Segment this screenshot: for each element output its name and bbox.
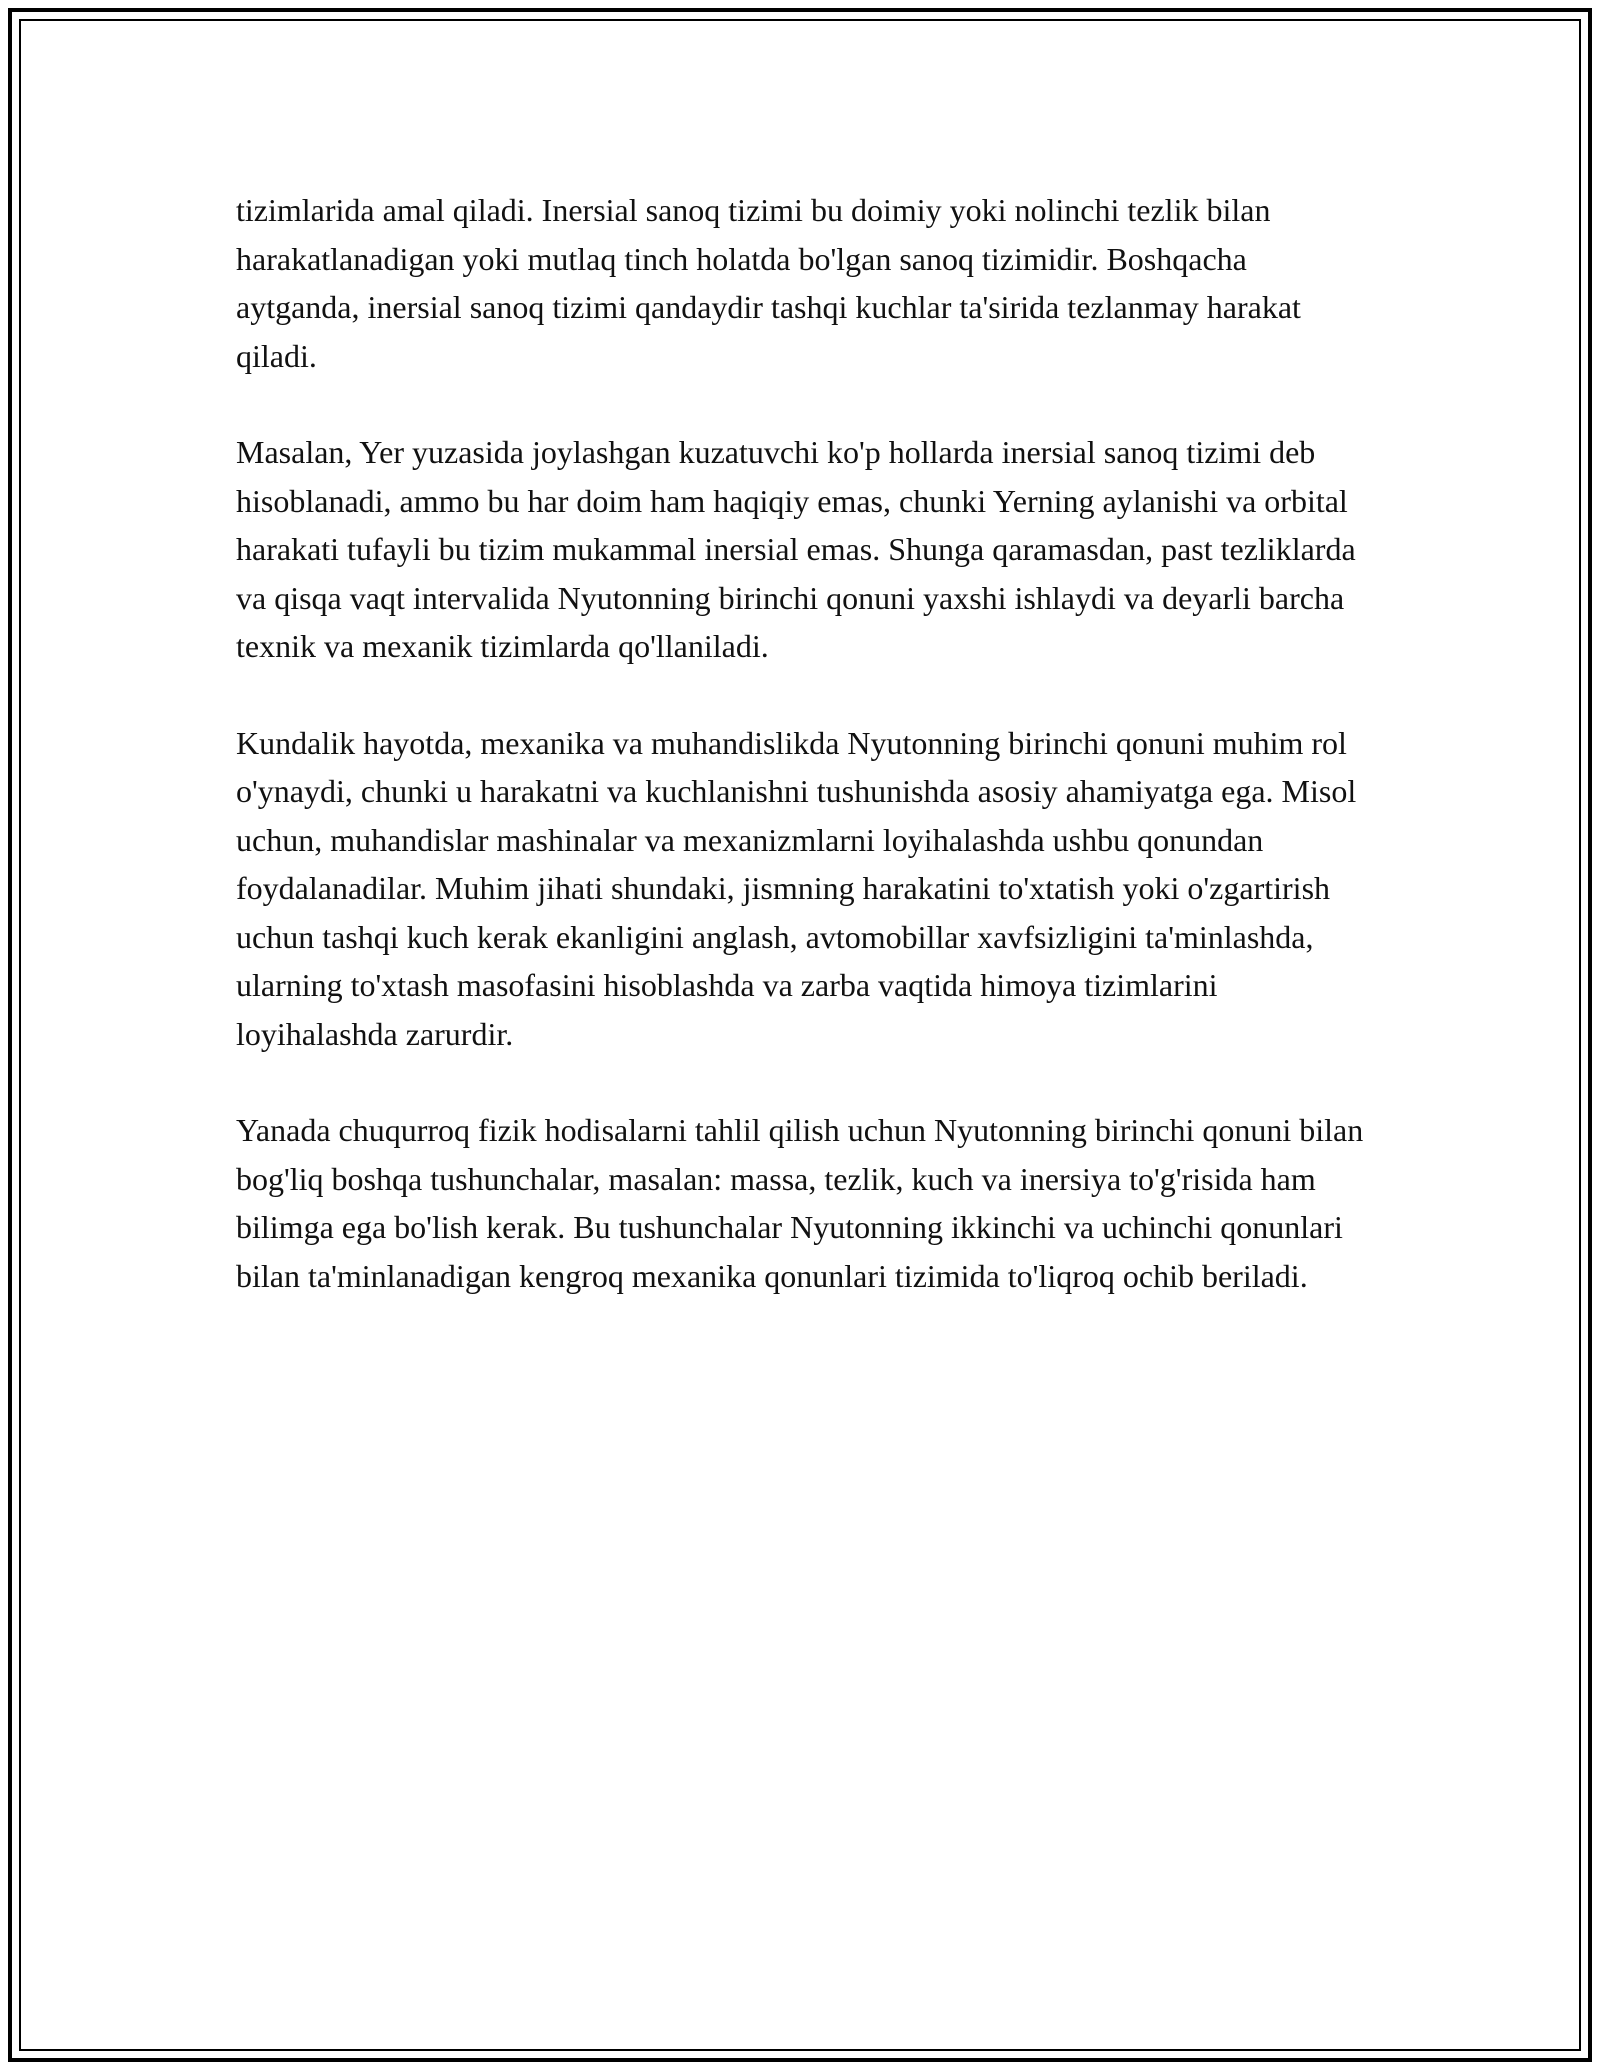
paragraph-1: tizimlarida amal qiladi. Inersial sanoq tizimi bu doimiy yoki nolinchi tezlik bilan harakatlanadigan yoki mutlaq tinch holatda bo'lgan sanoq tizimidir. Boshqacha aytganda, inersial sanoq tizimi qandaydir tashqi kuchlar ta'sirida tezlanmay harakat qiladi. (236, 192, 1301, 374)
document-body (236, 186, 1376, 1348)
paragraph-4: Yanada chuqurroq fizik hodisalarni tahlil qilish uchun Nyutonning birinchi qonuni bilan bog'liq boshqa tushunchalar, masalan: massa, tezlik, kuch va inersiya to'g'risida ham bilimga ega bo'lish kerak. Bu tushunchalar Nyutonning ikkinchi va uchinchi qonunlari bilan ta'minlanadigan kengroq mexanika qonunlari tizimida to'liqroq ochib beriladi. (236, 1112, 1364, 1294)
paragraph-3: Kundalik hayotda, mexanika va muhandislikda Nyutonning birinchi qonuni muhim rol o'ynaydi, chunki u harakatni va kuchlanishni tushunishda asosiy ahamiyatga ega. Misol uchun, muhandislar mashinalar va mexanizmlarni loyihalashda ushbu qonundan foydalanadilar. Muhim jihati shundaki, jismning harakatini to'xtatish yoki o'zgartirish uchun tashqi kuch kerak ekanligini anglash, avtomobillar xavfsizligini ta'minlashda, ularning to'xtash masofasini hisoblashda va zarba vaqtida himoya tizimlarini loyihalashda zarurdir. (236, 724, 1357, 1052)
paragraph-2: Masalan, Yer yuzasida joylashgan kuzatuvchi ko'p hollarda inersial sanoq tizimi deb hisoblanadi, ammo bu har doim ham haqiqiy emas, chunki Yerning aylanishi va orbital harakati tufayli bu tizim mukammal inersial emas. Shunga qaramasdan, past tezliklarda va qisqa vaqt intervalida Nyutonning birinchi qonuni yaxshi ishlaydi va deyarli barcha texnik va mexanik tizimlarda qo'llaniladi. (236, 434, 1356, 664)
